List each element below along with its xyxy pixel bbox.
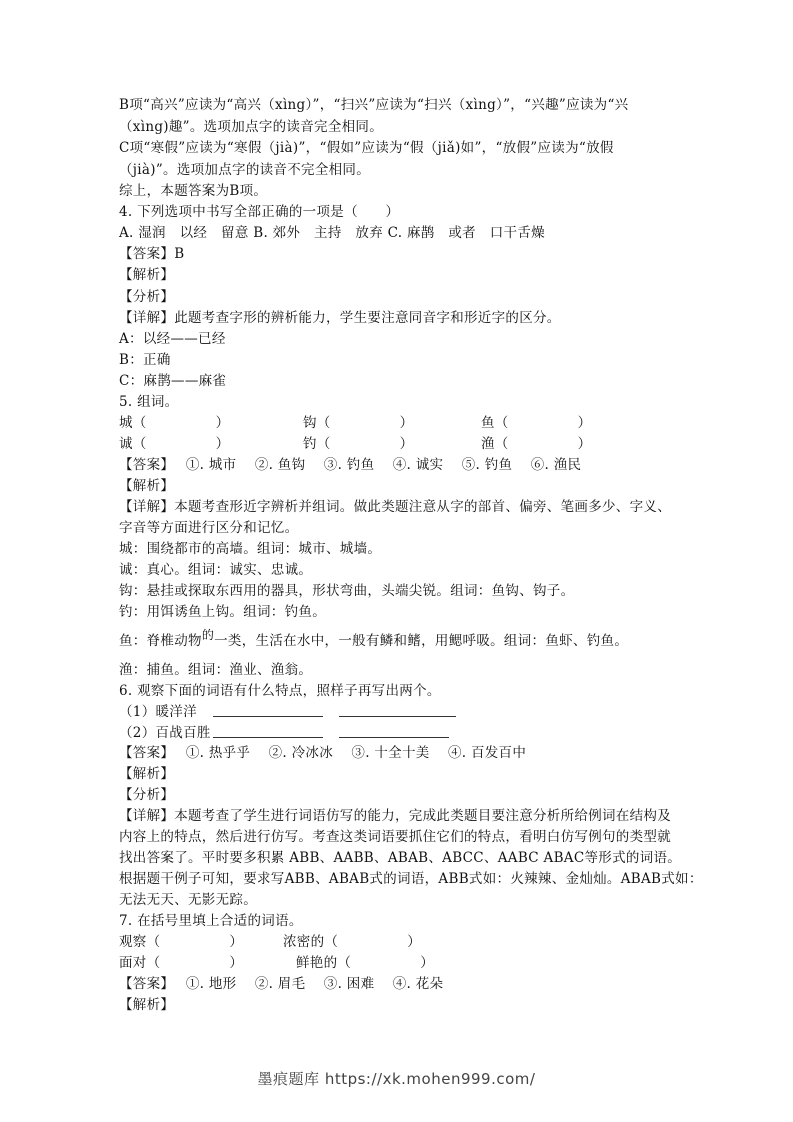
explanation-text: 无法无天、无影无踪。 [119,892,257,908]
explanation-text: 【详解】本题考查了学生进行词语仿写的能力，完成此类题目要注意分析所给例词在结构及 [119,808,671,824]
text-line [119,628,629,651]
text-segment: 鱼：脊椎动物 [119,633,202,649]
word-blank: 城（ ） [119,415,230,431]
question-4-title: 4. 下列选项中书写全部正确的一项是（ ） [119,204,400,220]
text-line: 渔：捕鱼。组词：渔业、渔翁。 [119,662,313,678]
text-line: C项“寒假”应读为“寒假（jià)”，“假如”应读为“假（jiǎ)如”，“放假”应读为“放假 [119,140,614,156]
text-line: C：麻鹊——麻雀 [119,373,227,389]
text-line: 诚：真心。组词：诚实、忠诚。 [119,562,313,578]
word-blank: 钩（ ） [303,415,414,431]
word-blank: 观察（ ） [119,934,244,950]
explanation-text: 字音等方面进行区分和记忆。 [119,520,299,536]
word-blank: 鱼（ ） [481,415,592,431]
word-blank: 诚（ ） [119,436,230,452]
word-blank: 钓（ ） [303,436,414,452]
answer-blank[interactable] [213,716,323,717]
analysis-label: 【解析】 [119,267,175,283]
example-word: （2）百战百胜 [119,725,211,741]
text-line: 城：围绕都市的高墙。组词：城市、城墙。 [119,541,382,557]
answer-blank[interactable] [213,737,323,738]
text-line: 钩：悬挂或探取东西用的器具，形状弯曲，头端尖锐。组词：鱼钩、钩子。 [119,583,575,599]
word-blank: 面对（ ） [119,955,244,971]
text-segment: 的 [201,628,215,642]
question-7-title: 7. 在括号里填上合适的词语。 [119,913,303,929]
explanation-text: 找出答案了。平时要多积累 ABB、AABB、ABAB、ABCC、AABC ABAC等形式的词语。 [119,850,682,866]
answer-blank[interactable] [339,716,456,717]
explanation-text: 根据题干例子可知，要求写ABB、ABAB式的词语，ABB式如：火辣辣、金灿灿。ABAB式如： [119,871,703,887]
question-5-title: 5. 组词。 [119,394,179,410]
text-line: B：正确 [119,352,171,368]
analysis-label: 【解析】 [119,478,175,494]
text-line: （jià)”。选项加点字的读音不完全相同。 [119,162,371,178]
text-line: B项“高兴”应读为“高兴（xìng）”，“扫兴”应读为“扫兴（xìng）”，“兴趣”应读为“兴 [119,97,629,113]
text-line: 钓：用饵诱鱼上钩。组词：钓鱼。 [119,604,326,620]
analysis-label: 【分析】 [119,787,175,803]
explanation-text: 【详解】本题考查形近字辨析并组词。做此类题注意从字的部首、偏旁、笔画多少、字义、 [119,499,671,515]
answer-line: 【答案】 ①. 热乎乎 ②. 冷冰冰 ③. 十全十美 ④. 百发百中 [119,745,527,761]
explanation-text: 【详解】此题考查字形的辨析能力，学生要注意同音字和形近字的区分。 [119,310,561,326]
explanation-text: 内容上的特点，然后进行仿写。考查这类词语要抓住它们的特点，看明白仿写例句的类型就 [119,829,671,845]
word-blank: 鲜艳的（ ） [296,955,434,971]
example-word: （1）暖洋洋 [119,704,197,720]
answer-blank[interactable] [339,737,449,738]
analysis-label: 【解析】 [119,766,175,782]
footer-watermark: 墨痕题库 https://xk.mohen999.com/ [257,1070,536,1088]
question-4-options: A. 湿润 以经 留意 B. 郊外 主持 放弃 C. 麻鹊 或者 口干舌燥 [119,225,545,241]
answer-line: 【答案】 ①. 地形 ②. 眉毛 ③. 困难 ④. 花朵 [119,976,444,992]
analysis-label: 【分析】 [119,289,175,305]
text-line: 综上，本题答案为B项。 [119,183,268,199]
question-6-title: 6. 观察下面的词语有什么特点，照样子再写出两个。 [119,683,441,699]
text-line: A：以经——已经 [119,331,226,347]
text-segment: 一类，生活在水中，一般有鳞和鳍，用鳃呼吸。组词：鱼虾、钓鱼。 [214,633,629,649]
word-blank: 渔（ ） [481,436,592,452]
word-blank: 浓密的（ ） [283,934,421,950]
answer-line: 【答案】 ①. 城市 ②. 鱼钩 ③. 钓鱼 ④. 诚实 ⑤. 钓鱼 ⑥. 渔民 [119,457,582,473]
analysis-label: 【解析】 [119,997,175,1013]
text-line: （xìng)趣”。选项加点字的读音完全相同。 [119,119,384,135]
answer-label: 【答案】B [119,246,185,262]
